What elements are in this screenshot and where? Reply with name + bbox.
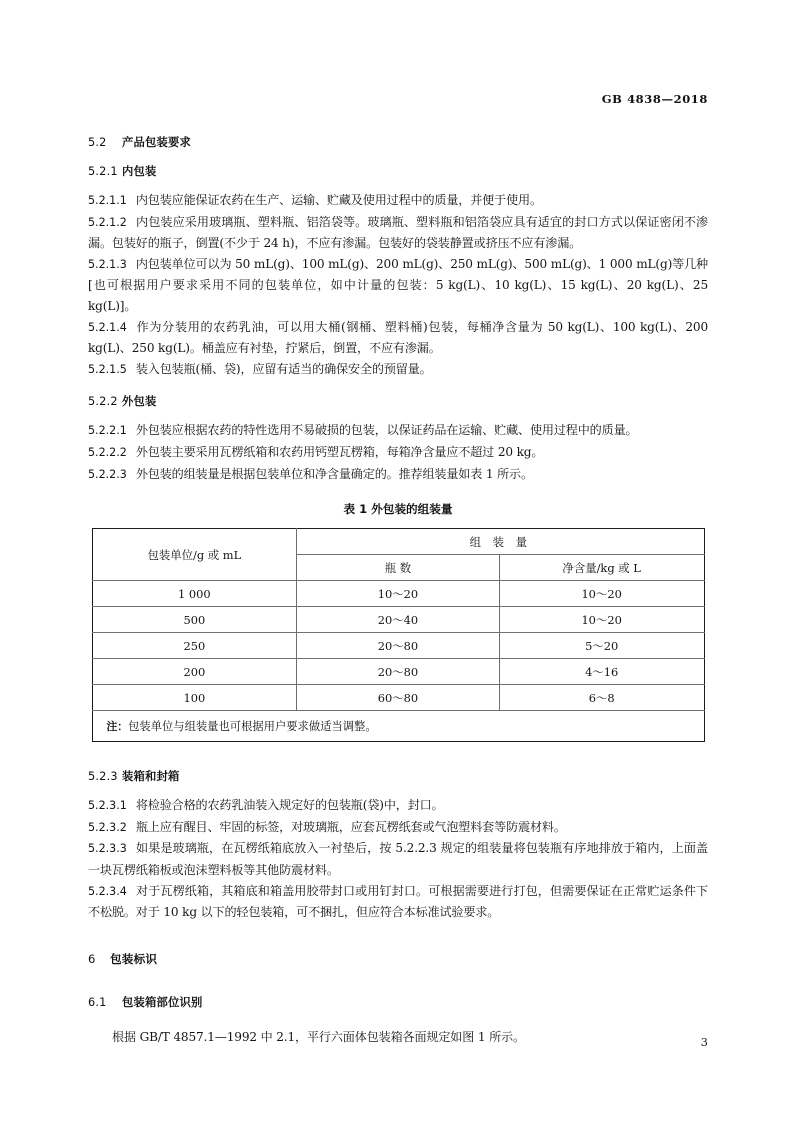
clause-number: 5.2.1.2 xyxy=(88,215,127,229)
clause-text: 装入包装瓶(桶、袋)，应留有适当的确保安全的预留量。 xyxy=(135,361,432,376)
cell-net-content: 4～16 xyxy=(499,659,704,685)
heading-6-1-number: 6.1 xyxy=(88,995,107,1009)
heading-6-1-title: 包装箱部位识别 xyxy=(122,995,203,1009)
clause-number: 5.2.2.3 xyxy=(88,467,127,481)
table-row xyxy=(92,659,704,685)
heading-5-2-1-title: 内包装 xyxy=(122,165,157,178)
heading-5-2-3-number: 5.2.3 xyxy=(88,770,118,784)
heading-5-2-number: 5.2 xyxy=(88,136,107,149)
heading-5-2 xyxy=(88,134,708,150)
table-row xyxy=(92,633,704,659)
clause-5-2-2-2 xyxy=(88,442,708,464)
cell-packaging-unit: 100 xyxy=(92,685,297,711)
header-packaging-unit: 包装单位/g 或 mL xyxy=(92,529,297,581)
clause-number: 5.2.3.1 xyxy=(88,799,127,813)
clause-6-1-body: 根据 GB/T 4857.1—1992 中 2.1，平行六面体包装箱各面规定如图 1 所示。 xyxy=(112,1029,525,1044)
table-header-row-1 xyxy=(92,529,704,555)
clause-5-2-2-3 xyxy=(88,464,708,486)
clause-number: 5.2.1.5 xyxy=(88,362,127,376)
cell-bottle-count: 20～80 xyxy=(297,659,500,685)
cell-packaging-unit: 250 xyxy=(92,633,297,659)
heading-5-2-1 xyxy=(88,163,708,179)
cell-net-content: 5～20 xyxy=(499,633,704,659)
heading-5-2-2-title: 外包装 xyxy=(122,395,157,409)
table-row xyxy=(92,685,704,711)
heading-5-2-title: 产品包装要求 xyxy=(122,136,191,149)
cell-net-content: 10～20 xyxy=(499,607,704,633)
clause-number: 5.2.1.4 xyxy=(88,320,127,334)
cell-bottle-count: 20～40 xyxy=(297,607,500,633)
clause-text: 外包装的组装量是根据包装单位和净含量确定的。推荐组装量如表 1 所示。 xyxy=(135,466,533,481)
heading-5-2-3-title: 装箱和封箱 xyxy=(122,770,180,784)
table-note-row xyxy=(92,711,704,742)
cell-packaging-unit: 200 xyxy=(92,659,297,685)
clause-5-2-1-3 xyxy=(88,254,708,317)
cell-bottle-count: 20～80 xyxy=(297,633,500,659)
table-row xyxy=(92,607,704,633)
running-header: GB 4838—2018 xyxy=(601,92,708,106)
table-note-label: 注： xyxy=(106,720,129,734)
header-bottle-count: 瓶 数 xyxy=(297,555,500,581)
clause-number: 5.2.2.1 xyxy=(88,424,127,438)
cell-packaging-unit: 500 xyxy=(92,607,297,633)
header-net-content: 净含量/kg 或 L xyxy=(499,555,704,581)
clause-5-2-2-1 xyxy=(88,420,708,442)
cell-net-content: 10～20 xyxy=(499,581,704,607)
clause-text: 内包装应采用玻璃瓶、塑料瓶、铝箔袋等。玻璃瓶、塑料瓶和铝箔袋应具有适宜的封口方式以保证密闭不渗漏。包装好的瓶子，倒置(不少于 24 h)，不应有渗漏。包装好的袋装静置或挤压不应有渗漏。 xyxy=(88,214,708,251)
clause-5-2-3-1 xyxy=(88,795,708,817)
clause-number: 5.2.2.2 xyxy=(88,445,127,459)
page-content xyxy=(88,134,708,1047)
table-note-text: 包装单位与组装量也可根据用户要求做适当调整。 xyxy=(128,720,377,734)
clause-5-2-1-1 xyxy=(88,190,708,212)
heading-5-2-2 xyxy=(88,393,708,409)
cell-packaging-unit: 1 000 xyxy=(92,581,297,607)
heading-5-2-2-number: 5.2.2 xyxy=(88,395,118,409)
clause-number: 5.2.3.4 xyxy=(88,884,127,898)
clause-5-2-1-2 xyxy=(88,212,708,254)
clause-5-2-1-4 xyxy=(88,317,708,359)
heading-6-1 xyxy=(88,994,708,1010)
table-1-caption: 表 1 外包装的组装量 xyxy=(343,502,453,517)
heading-6-number: 6 xyxy=(88,951,96,966)
heading-6 xyxy=(88,951,708,967)
clause-text: 瓶上应有醒目、牢固的标签，对玻璃瓶，应套瓦楞纸套或气泡塑料套等防震材料。 xyxy=(135,819,566,834)
clause-text: 外包装主要采用瓦楞纸箱和农药用钙塑瓦楞箱，每箱净含量应不超过 20 kg。 xyxy=(135,444,544,459)
clause-text: 如果是玻璃瓶，在瓦楞纸箱底放入一衬垫后，按 5.2.2.3 规定的组装量将包装瓶有序地排放于箱内，上面盖一块瓦楞纸箱板或泡沫塑料板等其他防震材料。 xyxy=(88,841,708,877)
cell-bottle-count: 10～20 xyxy=(297,581,500,607)
table-note xyxy=(92,711,704,742)
heading-5-2-3 xyxy=(88,768,708,784)
clause-text: 对于瓦楞纸箱，其箱底和箱盖用胶带封口或用钉封口。可根据需要进行打包，但需要保证在正常贮运条件下不松脱。对于 10 kg 以下的轻包装箱，可不捆扎，但应符合本标准试验要求。 xyxy=(88,883,708,920)
clause-number: 5.2.1.1 xyxy=(88,194,127,207)
page-number: 3 xyxy=(700,1035,708,1049)
clause-text: 将检验合格的农药乳油装入规定好的包装瓶(袋)中，封口。 xyxy=(135,798,444,813)
heading-5-2-1-number: 5.2.1 xyxy=(88,165,118,178)
clause-5-2-1-5 xyxy=(88,359,708,381)
clause-number: 5.2.3.3 xyxy=(88,842,127,856)
clause-number: 5.2.3.2 xyxy=(88,820,127,834)
cell-net-content: 6～8 xyxy=(499,685,704,711)
cell-bottle-count: 60～80 xyxy=(297,685,500,711)
table-row xyxy=(92,581,704,607)
clause-text: 作为分装用的农药乳油，可以用大桶(钢桶、塑料桶)包装，每桶净含量为 50 kg(L)、100 kg(L)、200 kg(L)、250 kg(L)。桶盖应有衬垫，拧紧后，倒置，不应有渗漏。 xyxy=(88,319,708,356)
clause-5-2-3-3 xyxy=(88,838,708,880)
clause-text: 内包装应能保证农药在生产、运输、贮藏及使用过程中的质量，并便于使用。 xyxy=(135,193,542,207)
clause-number: 5.2.1.3 xyxy=(88,257,127,271)
clause-5-2-3-2 xyxy=(88,817,708,839)
heading-6-title: 包装标识 xyxy=(110,951,158,966)
clause-text: 内包装单位可以为 50 mL(g)、100 mL(g)、200 mL(g)、250 mL(g)、500 mL(g)、1 000 mL(g)等几种[也可根据用户要求采用不同的包装单位，如中计量的包装：5 kg(L)、10 kg(L)、15 kg(L)、20 kg(L)、25 kg(L)]。 xyxy=(88,256,708,313)
table-1-outer-package-assembly xyxy=(92,528,705,742)
header-assembly-quantity: 组 装 量 xyxy=(297,529,704,555)
clause-5-2-3-4 xyxy=(88,881,708,923)
clause-text: 外包装应根据农药的特性选用不易破损的包装，以保证药品在运输、贮藏、使用过程中的质量。 xyxy=(135,423,638,438)
